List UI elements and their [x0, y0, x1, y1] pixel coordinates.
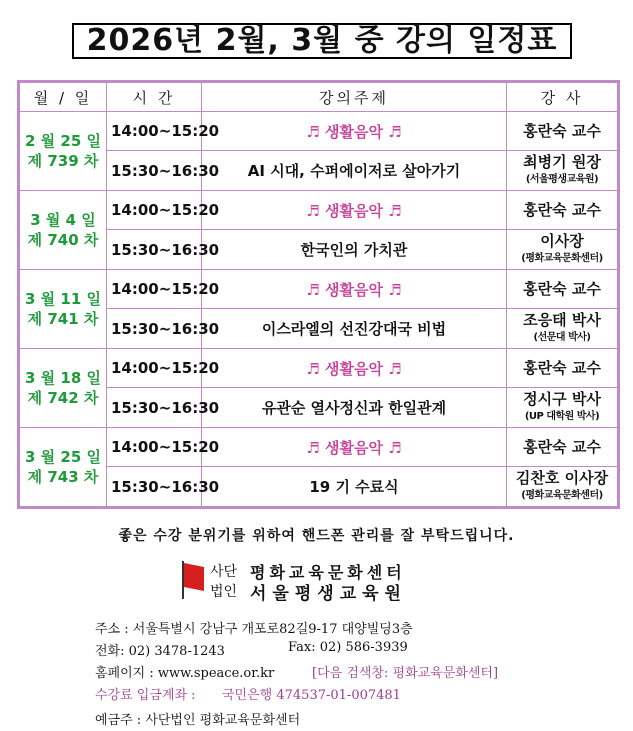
phone-text: 전화: 02) 3478-1243 [95, 644, 225, 659]
session-date: 3 월 25 일 [25, 448, 101, 466]
session-date-cell [19, 270, 107, 349]
homepage-text: 홈페이지 : www.speace.or.kr [95, 666, 275, 681]
session-time: 14:00~15:20 [107, 428, 202, 467]
session-topic: 19 기 수료식 [202, 467, 507, 508]
session-lecturer-cell [507, 349, 619, 388]
session-lecturer-cell [507, 428, 619, 467]
session-date: 3 월 4 일 [30, 211, 96, 229]
session-lecturer-cell [507, 309, 619, 349]
lecturer-name: 최병기 원장 [523, 152, 601, 171]
header-lecturer: 강 사 [507, 82, 619, 112]
logo-name-peace: 평화교육문화센터 [250, 563, 406, 582]
logo-sub-label-2: 법인 [210, 584, 238, 600]
organization-logo [180, 559, 450, 603]
schedule-row [19, 349, 619, 388]
schedule-row [19, 270, 619, 309]
session-topic: ♬ 생활음악 ♬ [202, 112, 507, 151]
table-header-row [19, 82, 619, 112]
session-lecturer-cell [507, 191, 619, 230]
lecturer-affiliation: (평화교육문화센터) [521, 489, 603, 501]
schedule-row [19, 309, 619, 349]
flag-icon [180, 561, 206, 599]
session-time: 15:30~16:30 [107, 388, 202, 428]
page-title: 2026년 2월, 3월 중 강의 일정표 [72, 23, 572, 59]
session-topic: ♬ 생활음악 ♬ [202, 191, 507, 230]
fax-text: Fax: 02) 586-3939 [288, 640, 408, 655]
schedule-row [19, 388, 619, 428]
header-date: 월 / 일 [19, 82, 107, 112]
session-time: 14:00~15:20 [107, 349, 202, 388]
session-lecturer-cell [507, 151, 619, 191]
session-number: 제 741 차 [27, 310, 99, 328]
lecturer-name: 홍란숙 교수 [523, 358, 601, 377]
session-date-cell [19, 428, 107, 508]
session-date: 2 월 25 일 [25, 132, 101, 150]
session-number: 제 739 차 [27, 152, 99, 170]
lecturer-name: 정시구 박사 [523, 389, 601, 408]
lecturer-affiliation: (UP 대학원 박사) [524, 410, 600, 422]
session-date: 3 월 11 일 [25, 290, 101, 308]
schedule-row [19, 467, 619, 508]
schedule-row [19, 191, 619, 230]
session-topic: 이스라엘의 선진강대국 비법 [202, 309, 507, 349]
lecturer-name: 홍란숙 교수 [523, 121, 601, 140]
session-lecturer-cell [507, 230, 619, 270]
session-time: 15:30~16:30 [107, 309, 202, 349]
session-date: 3 월 18 일 [25, 369, 101, 387]
lecturer-name: 홍란숙 교수 [523, 279, 601, 298]
session-topic: ♬ 생활음악 ♬ [202, 270, 507, 309]
address-text: 주소 : 서울특별시 강남구 개포로82길9-17 대양빌딩3층 [95, 622, 413, 637]
logo-name-seoul: 서울평생교육원 [250, 584, 407, 604]
session-topic: 한국인의 가치관 [202, 230, 507, 270]
lecturer-name: 홍란숙 교수 [523, 437, 601, 456]
session-number: 제 740 차 [27, 231, 99, 249]
account-number: 국민은행 474537-01-007481 [222, 688, 401, 703]
session-number: 제 743 차 [27, 468, 99, 486]
session-date-cell [19, 191, 107, 270]
session-time: 14:00~15:20 [107, 191, 202, 230]
lecturer-name: 김찬호 이사장 [515, 468, 609, 487]
session-number: 제 742 차 [27, 389, 99, 407]
session-time: 15:30~16:30 [107, 467, 202, 508]
session-topic: ♬ 생활음악 ♬ [202, 349, 507, 388]
schedule-row [19, 112, 619, 151]
lecturer-affiliation: (선문대 박사) [533, 331, 591, 343]
lecturer-affiliation: (서울평생교육원) [525, 173, 599, 185]
session-date-cell [19, 349, 107, 428]
session-time: 14:00~15:20 [107, 112, 202, 151]
session-lecturer-cell [507, 467, 619, 508]
session-topic: ♬ 생활음악 ♬ [202, 428, 507, 467]
lecturer-name: 조응태 박사 [523, 310, 601, 329]
notice-text: 좋은 수강 분위기를 위하여 핸드폰 관리를 잘 부탁드립니다. [118, 528, 515, 544]
schedule-row [19, 230, 619, 270]
logo-sub-label-1: 사단 [210, 564, 238, 580]
account-holder-text: 예금주 : 사단법인 평화교육문화센터 [95, 713, 301, 728]
session-topic: 유관순 열사정신과 한일관계 [202, 388, 507, 428]
account-label: 수강료 입금계좌 : [95, 688, 196, 703]
session-date-cell [19, 112, 107, 191]
session-lecturer-cell [507, 112, 619, 151]
session-lecturer-cell [507, 388, 619, 428]
search-hint-text: [다음 검색창: 평화교육문화센터] [312, 666, 499, 681]
lecturer-affiliation: (평화교육문화센터) [521, 252, 603, 264]
schedule-row [19, 428, 619, 467]
lecturer-name: 이사장 [540, 231, 584, 250]
header-time: 시 간 [107, 82, 202, 112]
session-lecturer-cell [507, 270, 619, 309]
lecturer-name: 홍란숙 교수 [523, 200, 601, 219]
session-time: 14:00~15:20 [107, 270, 202, 309]
header-topic: 강의주제 [202, 82, 507, 112]
session-time: 15:30~16:30 [107, 230, 202, 270]
schedule-row [19, 151, 619, 191]
session-time: 15:30~16:30 [107, 151, 202, 191]
session-topic: AI 시대, 수퍼에이저로 살아가기 [202, 151, 507, 191]
schedule-table [17, 80, 620, 509]
